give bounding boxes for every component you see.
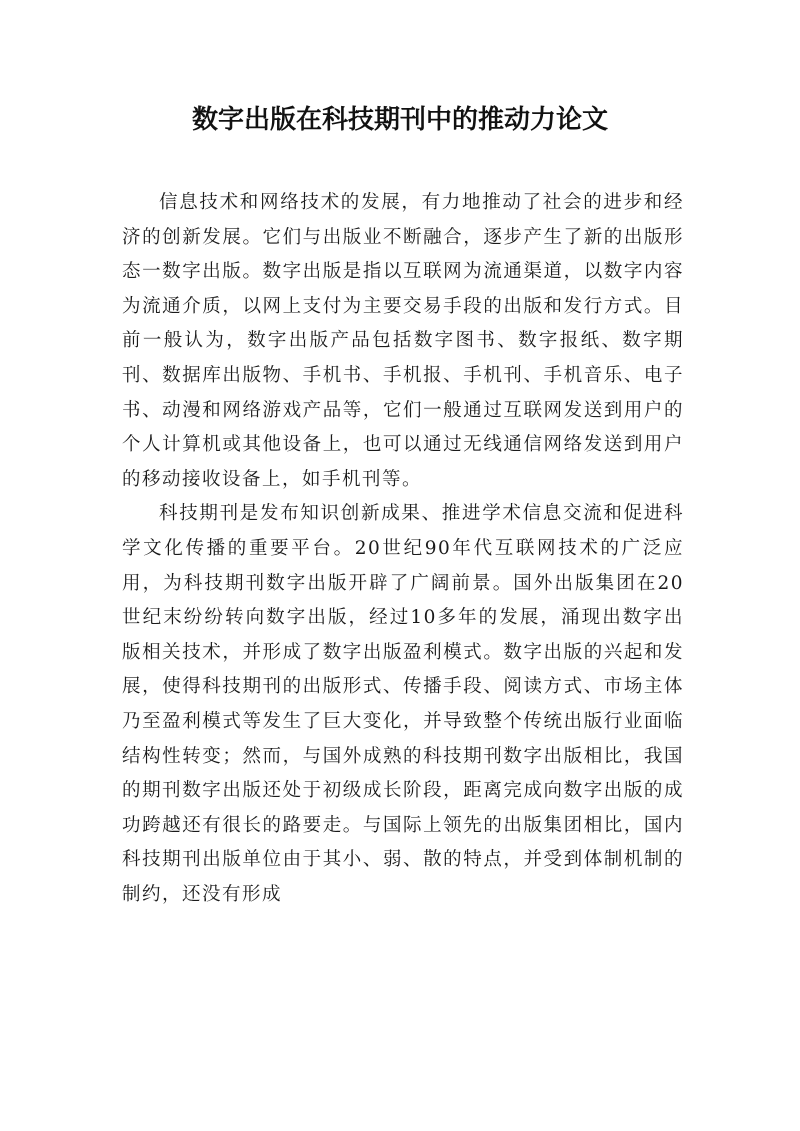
paragraph: 科技期刊是发布知识创新成果、推进学术信息交流和促进科学文化传播的重要平台。20世纪90年代互联网技术的广泛应用，为科技期刊数字出版开辟了广阔前景。国外出版集团在20世纪末纷纷转向数字出版，经过10多年的发展，涌现出数字出版相关技术，并形成了数字出版盈利模式。数字出版的兴起和发展，使得科技期刊的出版形式、传播手段、阅读方式、市场主体乃至盈利模式等发生了巨大变化，并导致整个传统出版行业面临结构性转变；然而，与国外成熟的科技期刊数字出版相比，我国的期刊数字出版还处于初级成长阶段，距离完成向数字出版的成功跨越还有很长的路要走。与国际上领先的出版集团相比，国内科技期刊出版单位由于其小、弱、散的特点，并受到体制机制的制约，还没有形成	[122, 503, 684, 905]
document-title: 数字出版在科技期刊中的推动力论文	[191, 105, 608, 135]
document-body	[122, 186, 684, 912]
paragraph: 信息技术和网络技术的发展，有力地推动了社会的进步和经济的创新发展。它们与出版业不断融合，逐步产生了新的出版形态一数字出版。数字出版是指以互联网为流通渠道，以数字内容为流通介质，以网上支付为主要交易手段的出版和发行方式。目前一般认为，数字出版产品包括数字图书、数字报纸、数字期刊、数据库出版物、手机书、手机报、手机刊、手机音乐、电子书、动漫和网络游戏产品等，它们一般通过互联网发送到用户的个人计算机或其他设备上，也可以通过无线通信网络发送到用户的移动接收设备上，如手机刊等。	[122, 192, 684, 490]
